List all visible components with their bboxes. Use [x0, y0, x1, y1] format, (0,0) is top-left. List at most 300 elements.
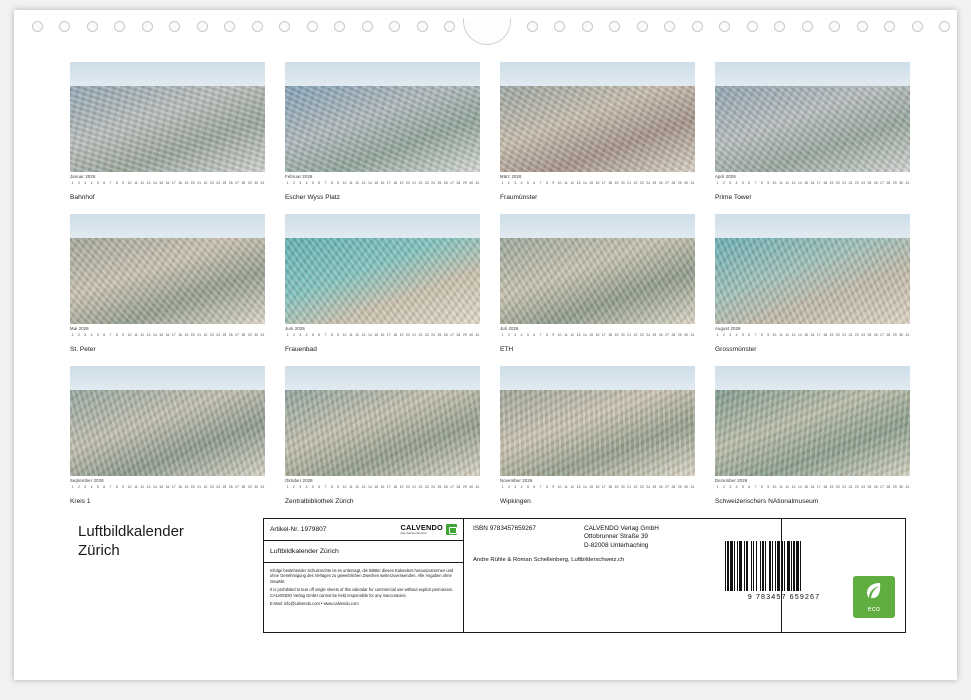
- day-number: 1: [501, 333, 504, 337]
- article-number: Artikel-Nr. 1979807: [270, 526, 327, 533]
- day-number: 16: [595, 485, 600, 489]
- day-number: 19: [614, 333, 619, 337]
- month-caption: Zentralbibliothek Zürich: [285, 498, 354, 505]
- day-number: 12: [785, 181, 790, 185]
- day-number: 24: [646, 485, 650, 489]
- day-number: 15: [159, 333, 164, 337]
- day-number: 29: [677, 333, 682, 337]
- day-number: 14: [367, 485, 372, 489]
- day-number: 16: [810, 181, 815, 185]
- day-number: 3: [729, 181, 732, 185]
- day-number: 10: [772, 181, 777, 185]
- month-label: Januar 2026: [70, 174, 96, 179]
- imprint-box: [263, 518, 906, 633]
- day-number: 23: [424, 333, 429, 337]
- day-number: 23: [209, 181, 214, 185]
- day-number: 18: [608, 333, 613, 337]
- day-number-strip: [715, 333, 910, 340]
- day-number: 22: [633, 333, 638, 337]
- publisher-address: [584, 525, 659, 550]
- day-number: 31: [475, 181, 480, 185]
- day-number: 7: [539, 181, 542, 185]
- day-number: 22: [418, 333, 423, 337]
- day-number: 24: [431, 333, 435, 337]
- month-caption: Grossmünster: [715, 346, 757, 353]
- day-number: 28: [456, 333, 461, 337]
- month-photo: [70, 62, 265, 172]
- day-number: 7: [109, 333, 112, 337]
- punch-hole: [719, 21, 730, 32]
- day-number: 6: [103, 181, 106, 185]
- day-number: 8: [545, 485, 548, 489]
- month-tile: [70, 62, 265, 201]
- day-number-strip: [500, 333, 695, 340]
- day-number: 6: [533, 485, 536, 489]
- punch-hole: [609, 21, 620, 32]
- day-number: 30: [469, 181, 473, 185]
- imprint-column-left: [264, 519, 464, 632]
- day-number: 8: [760, 181, 763, 185]
- day-number: 25: [867, 333, 872, 337]
- day-number: 18: [178, 333, 183, 337]
- day-number: 2: [722, 485, 725, 489]
- day-number: 21: [627, 333, 632, 337]
- day-number: 29: [892, 485, 897, 489]
- day-number: 14: [582, 333, 587, 337]
- day-number: 5: [311, 333, 314, 337]
- day-number: 3: [299, 333, 302, 337]
- day-number: 21: [412, 485, 417, 489]
- day-number: 16: [380, 333, 385, 337]
- day-number: 15: [804, 181, 809, 185]
- day-number: 24: [646, 181, 650, 185]
- day-number: 30: [469, 333, 473, 337]
- day-number: 30: [899, 333, 903, 337]
- day-number: 13: [146, 333, 151, 337]
- photo-texture: [715, 390, 910, 476]
- day-number: 29: [677, 181, 682, 185]
- day-number: 18: [178, 181, 183, 185]
- day-number: 2: [507, 333, 510, 337]
- day-number: 13: [791, 333, 796, 337]
- day-number: 11: [564, 333, 568, 337]
- day-number: 12: [570, 181, 575, 185]
- month-photo: [285, 62, 480, 172]
- day-number: 4: [520, 485, 523, 489]
- day-number: 24: [431, 485, 435, 489]
- day-number: 25: [437, 181, 442, 185]
- day-number: 12: [140, 333, 145, 337]
- day-number: 27: [665, 333, 669, 337]
- day-number: 31: [905, 181, 910, 185]
- day-number: 9: [122, 181, 125, 185]
- day-number: 24: [216, 485, 220, 489]
- photo-texture: [715, 86, 910, 172]
- day-number: 14: [152, 333, 157, 337]
- photo-texture: [70, 390, 265, 476]
- day-number: 21: [627, 181, 632, 185]
- day-number: 26: [873, 485, 878, 489]
- day-number: 29: [892, 333, 897, 337]
- day-number: 19: [399, 181, 404, 185]
- day-number: 14: [367, 181, 372, 185]
- day-number: 25: [652, 333, 657, 337]
- day-number: 28: [671, 333, 676, 337]
- day-number: 15: [589, 485, 594, 489]
- day-number: 23: [854, 485, 859, 489]
- day-number: 12: [785, 333, 790, 337]
- day-number: 23: [424, 485, 429, 489]
- day-number: 3: [729, 333, 732, 337]
- day-number: 13: [576, 181, 581, 185]
- article-number-row: [264, 519, 463, 541]
- month-tile: [285, 366, 480, 505]
- day-number-strip: [285, 333, 480, 340]
- day-number: 10: [772, 485, 777, 489]
- punch-hole: [912, 21, 923, 32]
- day-number: 29: [462, 333, 467, 337]
- day-number: 26: [228, 181, 233, 185]
- day-number: 17: [171, 181, 176, 185]
- contact-line: E-Mail: info@calvendo.com • www.calvendo.com: [270, 601, 359, 607]
- day-number: 4: [735, 181, 738, 185]
- day-number: 14: [797, 333, 802, 337]
- day-number: 29: [892, 181, 897, 185]
- day-number: 13: [146, 485, 151, 489]
- month-caption: Escher Wyss Platz: [285, 194, 340, 201]
- day-number: 31: [260, 485, 265, 489]
- day-number: 30: [254, 485, 258, 489]
- day-number: 15: [374, 181, 379, 185]
- photo-texture: [285, 390, 480, 476]
- day-number: 16: [165, 181, 170, 185]
- punch-hole: [279, 21, 290, 32]
- legal-text: [264, 563, 463, 611]
- day-number: 24: [861, 181, 865, 185]
- day-number: 8: [330, 181, 333, 185]
- month-tile: [715, 366, 910, 505]
- day-number: 19: [614, 181, 619, 185]
- day-number: 29: [247, 333, 252, 337]
- day-number: 7: [754, 181, 757, 185]
- calvendo-mark-icon: [446, 524, 457, 535]
- calendar-footer: [70, 518, 906, 638]
- punch-hole: [802, 21, 813, 32]
- day-number: 13: [791, 485, 796, 489]
- day-number: 6: [748, 485, 751, 489]
- punch-hole: [582, 21, 593, 32]
- month-tile: [500, 62, 695, 201]
- day-number: 14: [152, 485, 157, 489]
- month-photo: [715, 62, 910, 172]
- calendar-title-line2: Zürich: [78, 542, 120, 559]
- day-number: 2: [507, 485, 510, 489]
- day-number: 30: [899, 181, 903, 185]
- day-number: 18: [393, 485, 398, 489]
- punch-hole: [142, 21, 153, 32]
- day-number: 8: [330, 485, 333, 489]
- day-number: 27: [235, 181, 239, 185]
- day-number: 28: [886, 485, 891, 489]
- day-number: 9: [767, 181, 770, 185]
- day-number: 23: [639, 485, 644, 489]
- day-number: 14: [582, 181, 587, 185]
- punch-hole: [774, 21, 785, 32]
- day-number: 22: [203, 333, 208, 337]
- day-number: 6: [103, 485, 106, 489]
- punch-hole: [59, 21, 70, 32]
- day-number: 16: [380, 485, 385, 489]
- day-number: 18: [393, 181, 398, 185]
- day-number: 4: [90, 333, 93, 337]
- day-number: 15: [374, 485, 379, 489]
- day-number: 20: [405, 485, 410, 489]
- publisher-line: D-82008 Unterhaching: [584, 541, 649, 549]
- day-number: 1: [286, 485, 289, 489]
- day-number: 10: [127, 333, 132, 337]
- day-number: 24: [646, 333, 650, 337]
- day-number: 11: [349, 485, 353, 489]
- month-tile: [715, 214, 910, 353]
- day-number: 1: [286, 333, 289, 337]
- day-number: 9: [767, 485, 770, 489]
- punch-hole: [252, 21, 263, 32]
- calendar-title: [78, 522, 253, 560]
- day-number-strip: [715, 485, 910, 492]
- day-number: 3: [514, 333, 517, 337]
- day-number: 20: [835, 485, 840, 489]
- day-number: 28: [886, 181, 891, 185]
- day-number: 10: [557, 333, 562, 337]
- day-number: 23: [639, 333, 644, 337]
- day-number: 25: [222, 333, 227, 337]
- month-photo: [500, 214, 695, 324]
- day-number: 15: [589, 181, 594, 185]
- month-tile: [500, 214, 695, 353]
- day-number: 10: [127, 181, 132, 185]
- leaf-icon: [866, 582, 882, 600]
- day-number: 16: [165, 485, 170, 489]
- day-number: 21: [842, 485, 847, 489]
- day-number: 2: [507, 181, 510, 185]
- day-number: 6: [318, 485, 321, 489]
- brand-name: CALVENDO: [400, 523, 443, 532]
- day-number: 17: [386, 485, 391, 489]
- day-number: 20: [190, 485, 195, 489]
- day-number: 27: [880, 333, 884, 337]
- month-label: September 2026: [70, 478, 104, 483]
- punch-hole: [444, 21, 455, 32]
- day-number: 27: [450, 181, 454, 185]
- day-number: 27: [880, 181, 884, 185]
- day-number: 9: [767, 333, 770, 337]
- month-label: April 2026: [715, 174, 736, 179]
- day-number: 11: [134, 333, 138, 337]
- day-number: 17: [816, 333, 821, 337]
- day-number: 12: [355, 333, 360, 337]
- day-number: 11: [349, 181, 353, 185]
- month-caption: Kreis 1: [70, 498, 91, 505]
- day-number: 26: [228, 485, 233, 489]
- day-number: 25: [222, 181, 227, 185]
- day-number: 18: [823, 181, 828, 185]
- month-label: Juli 2026: [500, 326, 519, 331]
- day-number: 26: [443, 485, 448, 489]
- day-number: 11: [134, 181, 138, 185]
- day-number: 12: [140, 485, 145, 489]
- barcode-bar: [801, 541, 803, 591]
- day-number: 10: [342, 181, 347, 185]
- day-number: 31: [260, 181, 265, 185]
- day-number: 3: [84, 181, 87, 185]
- day-number: 22: [633, 181, 638, 185]
- day-number: 23: [854, 181, 859, 185]
- day-number: 19: [614, 485, 619, 489]
- day-number: 12: [570, 333, 575, 337]
- day-number: 9: [337, 485, 340, 489]
- day-number: 27: [235, 485, 239, 489]
- day-number: 16: [810, 333, 815, 337]
- day-number: 4: [520, 181, 523, 185]
- day-number: 6: [318, 181, 321, 185]
- photo-texture: [70, 86, 265, 172]
- day-number: 2: [292, 485, 295, 489]
- day-number: 7: [324, 485, 327, 489]
- day-number: 7: [754, 333, 757, 337]
- day-number: 18: [823, 485, 828, 489]
- calendar-title-line1: Luftbildkalender: [78, 523, 184, 540]
- day-number: 17: [601, 485, 606, 489]
- day-number: 10: [557, 485, 562, 489]
- day-number: 22: [418, 485, 423, 489]
- month-tile: [715, 62, 910, 201]
- isbn: ISBN 9783457659267: [473, 525, 536, 532]
- day-number: 31: [260, 333, 265, 337]
- day-number: 25: [652, 181, 657, 185]
- day-number: 3: [729, 485, 732, 489]
- day-number: 10: [342, 485, 347, 489]
- day-number: 17: [171, 333, 176, 337]
- month-label: August 2026: [715, 326, 741, 331]
- day-number: 28: [456, 485, 461, 489]
- punch-hole: [829, 21, 840, 32]
- day-number: 16: [595, 333, 600, 337]
- day-number: 6: [318, 333, 321, 337]
- day-number-strip: [285, 485, 480, 492]
- day-number: 27: [880, 485, 884, 489]
- day-number: 14: [582, 485, 587, 489]
- photo-texture: [500, 238, 695, 324]
- day-number: 8: [545, 333, 548, 337]
- day-number: 21: [197, 485, 202, 489]
- day-number: 23: [209, 333, 214, 337]
- month-tile: [285, 214, 480, 353]
- day-number: 17: [816, 181, 821, 185]
- day-number: 25: [867, 485, 872, 489]
- day-number: 5: [526, 333, 529, 337]
- day-number: 4: [735, 333, 738, 337]
- day-number: 5: [741, 485, 744, 489]
- day-number: 2: [292, 181, 295, 185]
- day-number: 3: [299, 485, 302, 489]
- day-number-strip: [500, 181, 695, 188]
- day-number: 2: [77, 333, 80, 337]
- day-number: 13: [361, 333, 366, 337]
- day-number: 5: [96, 333, 99, 337]
- punch-hole: [197, 21, 208, 32]
- day-number: 29: [462, 485, 467, 489]
- day-number: 27: [235, 333, 239, 337]
- punch-hole: [664, 21, 675, 32]
- day-number: 5: [526, 181, 529, 185]
- day-number: 8: [545, 181, 548, 185]
- day-number: 27: [450, 333, 454, 337]
- day-number: 2: [77, 181, 80, 185]
- day-number: 29: [677, 485, 682, 489]
- day-number: 18: [823, 333, 828, 337]
- day-number-strip: [70, 181, 265, 188]
- day-number: 13: [361, 485, 366, 489]
- day-number: 20: [835, 181, 840, 185]
- day-number: 25: [437, 485, 442, 489]
- day-number: 9: [552, 333, 555, 337]
- day-number: 13: [361, 181, 366, 185]
- day-number: 5: [741, 181, 744, 185]
- month-caption: Prime Tower: [715, 194, 752, 201]
- day-number: 21: [197, 181, 202, 185]
- punch-hole: [169, 21, 180, 32]
- punch-hole: [224, 21, 235, 32]
- day-number: 17: [386, 181, 391, 185]
- month-photo: [285, 366, 480, 476]
- day-number: 19: [399, 485, 404, 489]
- day-number: 19: [184, 333, 189, 337]
- day-number: 11: [564, 181, 568, 185]
- punch-hole: [747, 21, 758, 32]
- day-number: 2: [722, 333, 725, 337]
- day-number: 24: [861, 485, 865, 489]
- day-number: 1: [501, 485, 504, 489]
- day-number: 24: [216, 333, 220, 337]
- month-photo: [70, 366, 265, 476]
- day-number: 8: [115, 181, 118, 185]
- photo-texture: [715, 238, 910, 324]
- day-number: 20: [405, 333, 410, 337]
- day-number: 22: [848, 333, 853, 337]
- day-number: 21: [197, 333, 202, 337]
- day-number: 27: [665, 181, 669, 185]
- day-number: 6: [533, 181, 536, 185]
- punch-hole: [334, 21, 345, 32]
- calvendo-logo: [400, 524, 457, 535]
- day-number: 28: [886, 333, 891, 337]
- month-caption: ETH: [500, 346, 514, 353]
- day-number: 17: [386, 333, 391, 337]
- punch-hole: [114, 21, 125, 32]
- day-number: 4: [90, 181, 93, 185]
- day-number: 2: [722, 181, 725, 185]
- day-number: 15: [159, 181, 164, 185]
- punch-hole: [637, 21, 648, 32]
- day-number: 24: [431, 181, 435, 185]
- day-number: 20: [620, 485, 625, 489]
- day-number: 24: [861, 333, 865, 337]
- day-number: 28: [671, 485, 676, 489]
- day-number: 17: [601, 181, 606, 185]
- day-number: 4: [520, 333, 523, 337]
- day-number-strip: [500, 485, 695, 492]
- day-number: 14: [797, 181, 802, 185]
